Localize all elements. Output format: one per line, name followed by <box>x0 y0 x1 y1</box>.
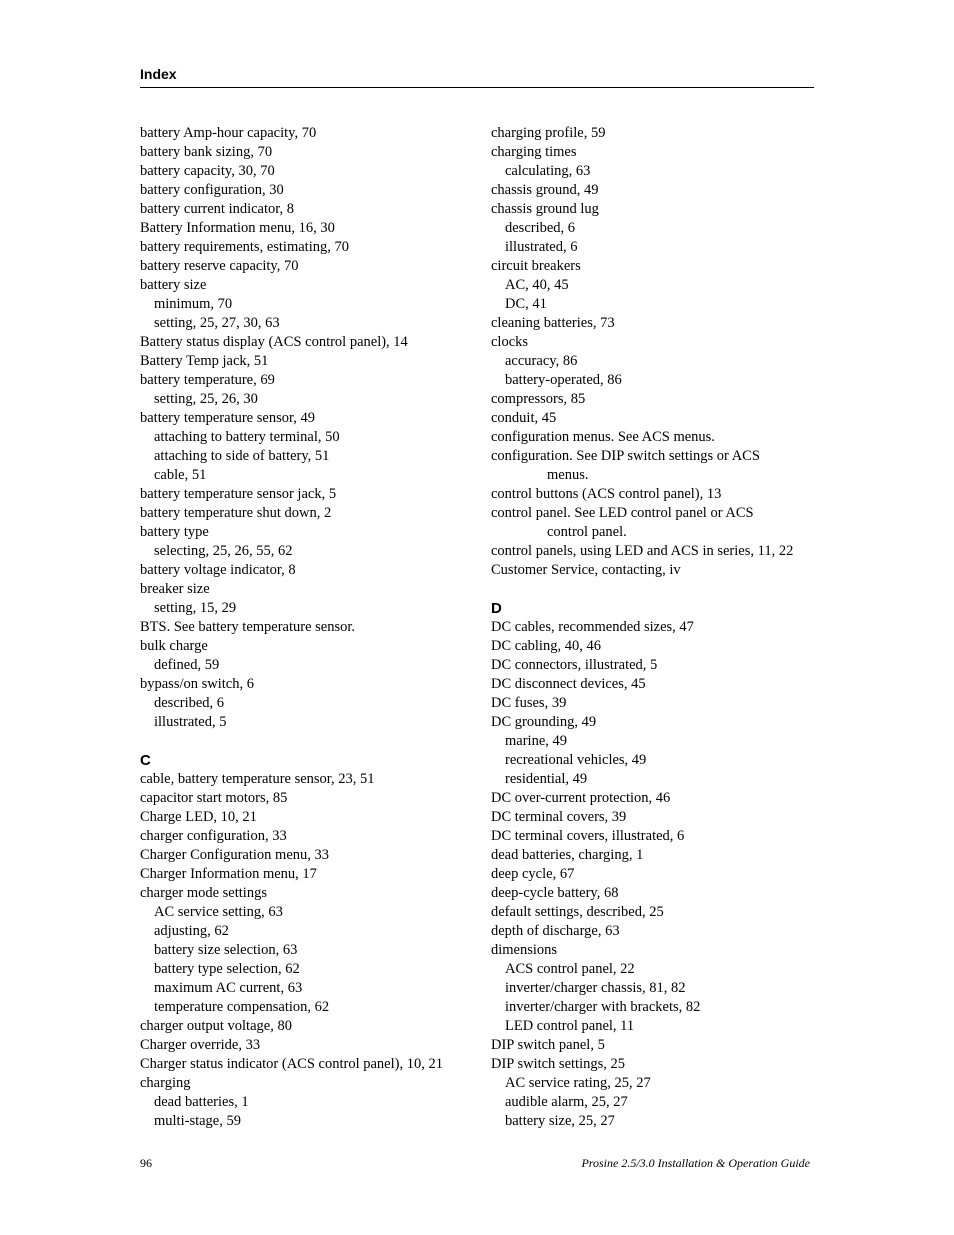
index-subentry: setting, 25, 26, 30 <box>154 391 258 407</box>
index-subentry: ACS control panel, 22 <box>505 961 635 977</box>
index-entry: DIP switch panel, 5 <box>491 1037 605 1053</box>
index-subentry: defined, 59 <box>154 657 220 673</box>
header-rule <box>140 87 814 88</box>
index-entry: clocks <box>491 334 529 350</box>
index-subentry: adjusting, 62 <box>154 923 229 939</box>
index-entry: depth of discharge, 63 <box>491 923 620 939</box>
index-entry: Charger Information menu, 17 <box>140 866 317 882</box>
index-entry: BTS. See battery temperature sensor. <box>140 619 356 635</box>
index-entry: Battery Information menu, 16, 30 <box>140 220 335 236</box>
index-entry: circuit breakers <box>491 258 581 274</box>
index-section-letter: C <box>140 752 151 769</box>
index-entry: control buttons (ACS control panel), 13 <box>491 486 722 502</box>
index-subentry: attaching to side of battery, 51 <box>154 448 330 464</box>
index-entry: DC connectors, illustrated, 5 <box>491 657 658 673</box>
index-entry: charging times <box>491 144 577 160</box>
index-entry: chassis ground, 49 <box>491 182 599 198</box>
index-subentry: AC, 40, 45 <box>505 277 569 293</box>
index-subentry: battery-operated, 86 <box>505 372 622 388</box>
index-subentry: attaching to battery terminal, 50 <box>154 429 340 445</box>
index-entry: cable, battery temperature sensor, 23, 51 <box>140 771 375 787</box>
index-subentry: AC service setting, 63 <box>154 904 283 920</box>
index-subentry: LED control panel, 11 <box>505 1018 635 1034</box>
index-entry: Charger override, 33 <box>140 1037 261 1053</box>
index-entry: DC disconnect devices, 45 <box>491 676 646 692</box>
index-entry: DC terminal covers, 39 <box>491 809 627 825</box>
index-entry-continuation: control panel. <box>547 524 627 540</box>
index-entry: battery temperature, 69 <box>140 372 275 388</box>
index-subentry: selecting, 25, 26, 55, 62 <box>154 543 293 559</box>
index-entry: configuration menus. See ACS menus. <box>491 429 715 445</box>
index-subentry: battery size, 25, 27 <box>505 1113 615 1129</box>
index-subentry: setting, 25, 27, 30, 63 <box>154 315 280 331</box>
index-entry: DC cabling, 40, 46 <box>491 638 601 654</box>
index-entry: battery current indicator, 8 <box>140 201 295 217</box>
index-entry: battery reserve capacity, 70 <box>140 258 299 274</box>
page-number: 96 <box>140 1156 152 1170</box>
index-entry: DC grounding, 49 <box>491 714 597 730</box>
index-entry: battery requirements, estimating, 70 <box>140 239 349 255</box>
index-entry: Charger status indicator (ACS control panel), 10, 21 <box>140 1056 443 1072</box>
index-entry: Customer Service, contacting, iv <box>491 562 681 578</box>
index-entry: battery voltage indicator, 8 <box>140 562 296 578</box>
index-subentry: accuracy, 86 <box>505 353 578 369</box>
index-subentry: described, 6 <box>505 220 576 236</box>
index-entry: conduit, 45 <box>491 410 557 426</box>
index-entry: compressors, 85 <box>491 391 586 407</box>
index-entry: configuration. See DIP switch settings or ACS <box>491 448 760 464</box>
index-subentry: residential, 49 <box>505 771 588 787</box>
index-entry: charging profile, 59 <box>491 125 606 141</box>
footer-guide-title: Prosine 2.5/3.0 Installation & Operation Guide <box>581 1156 810 1170</box>
index-subentry: calculating, 63 <box>505 163 591 179</box>
index-entry: battery temperature sensor jack, 5 <box>140 486 337 502</box>
index-entry: Charger Configuration menu, 33 <box>140 847 330 863</box>
index-entry: DC terminal covers, illustrated, 6 <box>491 828 685 844</box>
index-subentry: temperature compensation, 62 <box>154 999 330 1015</box>
index-subentry: minimum, 70 <box>154 296 233 312</box>
index-section-letter: D <box>491 600 502 617</box>
index-entry: control panels, using LED and ACS in series, 11, 22 <box>491 543 794 559</box>
index-subentry: maximum AC current, 63 <box>154 980 303 996</box>
index-subentry: multi-stage, 59 <box>154 1113 241 1129</box>
running-header-title: Index <box>140 66 177 82</box>
index-entry: bypass/on switch, 6 <box>140 676 254 692</box>
index-entry: Charge LED, 10, 21 <box>140 809 257 825</box>
index-entry: DIP switch settings, 25 <box>491 1056 625 1072</box>
index-subentry: illustrated, 5 <box>154 714 227 730</box>
index-subentry: battery type selection, 62 <box>154 961 300 977</box>
index-subentry: dead batteries, 1 <box>154 1094 249 1110</box>
index-entry: charger output voltage, 80 <box>140 1018 292 1034</box>
index-entry-continuation: menus. <box>547 467 589 483</box>
index-entry: battery size <box>140 277 207 293</box>
index-entry: DC cables, recommended sizes, 47 <box>491 619 694 635</box>
index-entry: charging <box>140 1075 191 1091</box>
index-subentry: illustrated, 6 <box>505 239 578 255</box>
index-subentry: DC, 41 <box>505 296 547 312</box>
index-entry: battery temperature shut down, 2 <box>140 505 332 521</box>
index-entry: default settings, described, 25 <box>491 904 664 920</box>
index-entry: Battery status display (ACS control panel), 14 <box>140 334 408 350</box>
index-entry: battery bank sizing, 70 <box>140 144 273 160</box>
index-entry: bulk charge <box>140 638 208 654</box>
index-subentry: inverter/charger chassis, 81, 82 <box>505 980 686 996</box>
index-entry: chassis ground lug <box>491 201 599 217</box>
index-entry: Battery Temp jack, 51 <box>140 353 269 369</box>
index-entry: battery configuration, 30 <box>140 182 284 198</box>
index-column-right <box>491 124 821 1131</box>
index-subentry: inverter/charger with brackets, 82 <box>505 999 701 1015</box>
index-subentry: battery size selection, 63 <box>154 942 298 958</box>
index-entry: dimensions <box>491 942 558 958</box>
index-subentry: described, 6 <box>154 695 225 711</box>
index-entry: battery temperature sensor, 49 <box>140 410 315 426</box>
index-subentry: audible alarm, 25, 27 <box>505 1094 628 1110</box>
index-subentry: marine, 49 <box>505 733 568 749</box>
index-entry: cleaning batteries, 73 <box>491 315 615 331</box>
index-subentry: AC service rating, 25, 27 <box>505 1075 651 1091</box>
index-entry: charger mode settings <box>140 885 267 901</box>
index-entry: battery Amp-hour capacity, 70 <box>140 125 317 141</box>
index-entry: DC fuses, 39 <box>491 695 567 711</box>
index-entry: capacitor start motors, 85 <box>140 790 288 806</box>
index-entry: control panel. See LED control panel or ACS <box>491 505 754 521</box>
index-entry: charger configuration, 33 <box>140 828 287 844</box>
index-subentry: cable, 51 <box>154 467 207 483</box>
index-entry: dead batteries, charging, 1 <box>491 847 644 863</box>
index-entry: deep cycle, 67 <box>491 866 575 882</box>
index-subentry: recreational vehicles, 49 <box>505 752 647 768</box>
index-column-left <box>140 124 470 1131</box>
index-entry: breaker size <box>140 581 210 597</box>
index-entry: battery type <box>140 524 209 540</box>
index-entry: deep-cycle battery, 68 <box>491 885 619 901</box>
index-subentry: setting, 15, 29 <box>154 600 237 616</box>
index-entry: DC over-current protection, 46 <box>491 790 671 806</box>
index-entry: battery capacity, 30, 70 <box>140 163 275 179</box>
